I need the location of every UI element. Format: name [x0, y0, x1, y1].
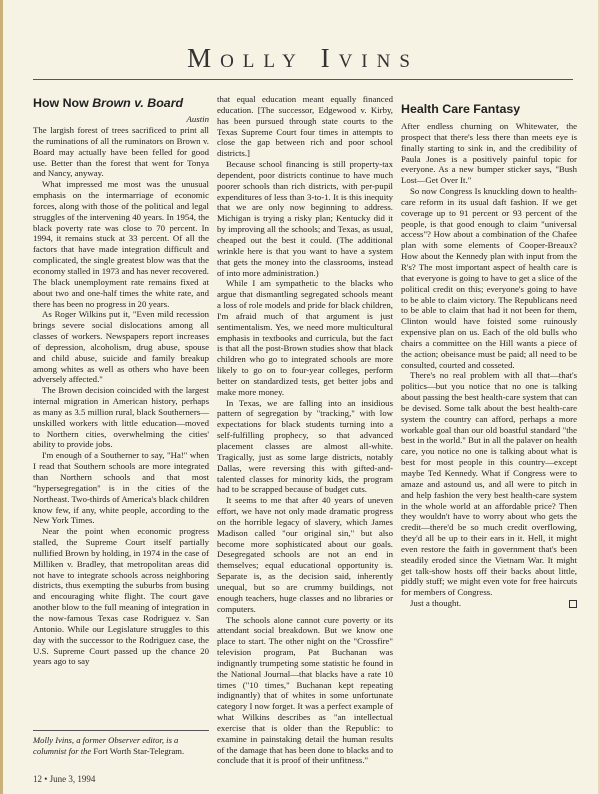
- dateline: Austin: [186, 114, 209, 124]
- masthead-title: Molly Ivins: [187, 43, 419, 73]
- article-1-paragraph: While I am sympathetic to the blacks who argue that dismantling segregated schools meant a loss of role models and pride for black children, I'm afraid much of that argument is just sentimentalism. Yes, we need more multicultural emphasis in textbooks and curricula, but the fact is that all the post-Brown studies show that black children who go to integrated schools are more likely to go on to four-year colleges, perform better on standardized tests, get better jobs and make more money.: [217, 278, 393, 397]
- article-2-headline: Health Care Fantasy: [401, 102, 521, 116]
- author-bio: [33, 730, 209, 756]
- article-1-headline: [33, 96, 209, 111]
- article-1-paragraph: The Brown decision coincided with the largest internal migration in American history, perhaps as many as 3.5 million rural, black Southerners—unskilled workers with little education—moved to Northern cities, overwhelming the cities' ability to provide jobs.: [33, 385, 209, 450]
- signoff: Just a thought.: [410, 598, 462, 609]
- article-1-paragraph: The largish forest of trees sacrificed to print all the ruminations of all the ruminators on Brown v. Board may actually have been felled for good use. Better than the forest that went for Tonya and Nancy, anyway.: [33, 125, 209, 179]
- masthead: [33, 36, 573, 80]
- bio-publication: Fort Worth Star-Telegram.: [93, 745, 185, 756]
- column-1: [33, 94, 209, 667]
- bio-text: Molly Ivins, a former Observer editor, is a columnist for the: [33, 735, 179, 756]
- end-mark-icon: [569, 600, 577, 608]
- article-1-paragraph: The schools alone cannot cure poverty or its attendant social breakdown. But we know one place to start. The other night on the "Crossfire" television program, Pat Buchanan was indignantly trumpeting some statistic he found in the National Journal—that blacks have a rate 10 times ("10 times," Buchanan kept repeating indignantly) that of whites in some unfortunate category I now forget. It was a perfect example of what Wilkins describes as "an intellectual exercise that is older than the Republic: to examine in painstaking detail the human results of the damage that has been done to blacks and to conclude that it is proof of their unfitness.": [217, 614, 393, 766]
- article-1-paragraph: Near the point when economic progress stalled, the Supreme Court itself partially nullified Brown by holding, in 1974 in the case of Milliken v. Bradley, that metropolitan areas did not have to integrate schools across neighboring districts, thus exempting the suburbs from busing and encouraging white flight. The court gave another blow to the full meaning of integration in the now-famous Texas case Rodriguez v. San Antonio. While our Legislature struggles to this day with the successor to the Rodriguez case, the U.S. Supreme Court passed up the chance 20 years ago to say: [33, 526, 209, 667]
- column-3: [401, 94, 577, 609]
- article-1-paragraph: What impressed me most was the unusual emphasis on the intermarriage of economic forces, along with those of the political and legal struggles of the intervening 40 years. In 1954, the black poverty rate was close to 70 percent. In 1994, it remains stuck at 33 percent. Of all the factors that have made integration difficult and complicated, the single greatest blow was that the economy stalled in 1973 and has never recovered. The black unemployment rate remains fixed at about two and one-half times the white rate, and there has been no progress in 20 years.: [33, 179, 209, 309]
- signoff-row: [401, 598, 577, 609]
- article-1-paragraph: As Roger Wilkins put it, "Even mild recession brings severe social dislocations among all classes of workers. Newspapers report increases of depression, alcoholism, drug abuse, spouse and child abuse, suicide and family breakup among whites as well as others who have been adversely affected.": [33, 309, 209, 385]
- column-2: [217, 94, 393, 766]
- article-2-paragraph: There's no real problem with all that—that's politics—but you notice that no one is talking about passing the best health-care system that can be devised. Some talk about the best health-care system the country can afford, perhaps a more workable goal than our old boastful standard "the best in the world." But in all the palaver on health care, you notice no one is talking about what is best for most people in this country—except maybe Ted Kennedy. What if Congress were to amaze and astound us, and all were to pitch in and help fashion the very best health-care system in the whole world at an affordable price? Then they wouldn't have to worry about who gets the credit—there'd be so much credit overflowing, they'd all be up to their ears in it. Hell, it might even restore the faith in government that's been steadily eroded since the Vietnam War. It might get talk-show hosts off their backs about little, piddly stuff; we might even vote for free haircuts for members of Congress.: [401, 370, 577, 598]
- article-1-paragraph: Because school financing is still property-tax dependent, poor districts continue to have much poorer schools than rich districts, with per-pupil expenditures of less than 3-to-1. It is this inequity that we are only now beginning to address. Michigan is trying a risky plan; Kentucky did it by improving all the schools; and Texas, as usual, cheaped out the best it could. (The additional wrinkle here is that you want to have a system that gets the money into the classrooms, instead of into more administration.): [217, 159, 393, 278]
- article-2-paragraph: So now Congress Is knuckling down to health-care reform in its usual daft fashion. If we get coverage up to 91 percent or 93 percent of the people, is that good enough to claim "universal access"? How about a combination of the Chafee plan with some elements of Cooper-Breaux? How about the Kennedy plan with input from the R's? The most important aspect of health care is that everyone is going to have to get a slice of the political credit on this; everyone's going to have to be able to claim victory. The Republicans need to be able to claim that had it not been for them, Clinton would have foisted some ruinously expensive plan on us. Each of the old bulls who chairs a committee on the Hill wants a piece of the action; obeisance must be paid; all need to be consulted, courted and cosseted.: [401, 186, 577, 370]
- article-1-paragraph: I'm enough of a Southerner to say, "Ha!" when I read that Southern schools are more integrated than Northern schools and that most "hypersegregation" is in the cities of the Northeast. Two-thirds of America's black children know few, if any, white people, according to the New York Times.: [33, 450, 209, 526]
- page-footer: 12 • June 3, 1994: [33, 774, 96, 784]
- article-1-paragraph: that equal education meant equally financed education. [The successor, Edgewood v. Kirby, has been pursued through state courts to the Texas Supreme Court four times in attempts to close the gap between rich and poor school districts.]: [217, 94, 393, 159]
- headline-prefix: How Now: [33, 96, 93, 110]
- article-1-paragraph: In Texas, we are falling into an insidious pattern of segregation by "tracking," with low expectations for black students turning into a self-fulfilling prophecy, so that advanced placement classes are almost all-white. Tragically, just as some large districts, notably Dallas, were reversing this with gifted-and-talented classes for minority kids, the program had to be scrapped because of budget cuts.: [217, 397, 393, 495]
- article-1-paragraph: It seems to me that after 40 years of uneven effort, we have not only made dramatic progress on the horrible legacy of slavery, which James Madison called "our original sin," but also become more sophisticated about our goals. Desegregated schools are not an end in themselves; equal educational opportunity is. Separate is, as the decision said, inherently unequal, but so are crummy buildings, not enough teachers, huge classes and no libraries or computers.: [217, 495, 393, 614]
- article-2-paragraph: After endless churning on Whitewater, the prospect that there's less there than meets eye is finally starting to sink in, and the credibility of Paula Jones is a positively painful topic for everyone. As a new bumper sticker says, "Bush Lost—Get Over It.": [401, 121, 577, 186]
- headline-case-name: Brown v. Board: [92, 96, 184, 110]
